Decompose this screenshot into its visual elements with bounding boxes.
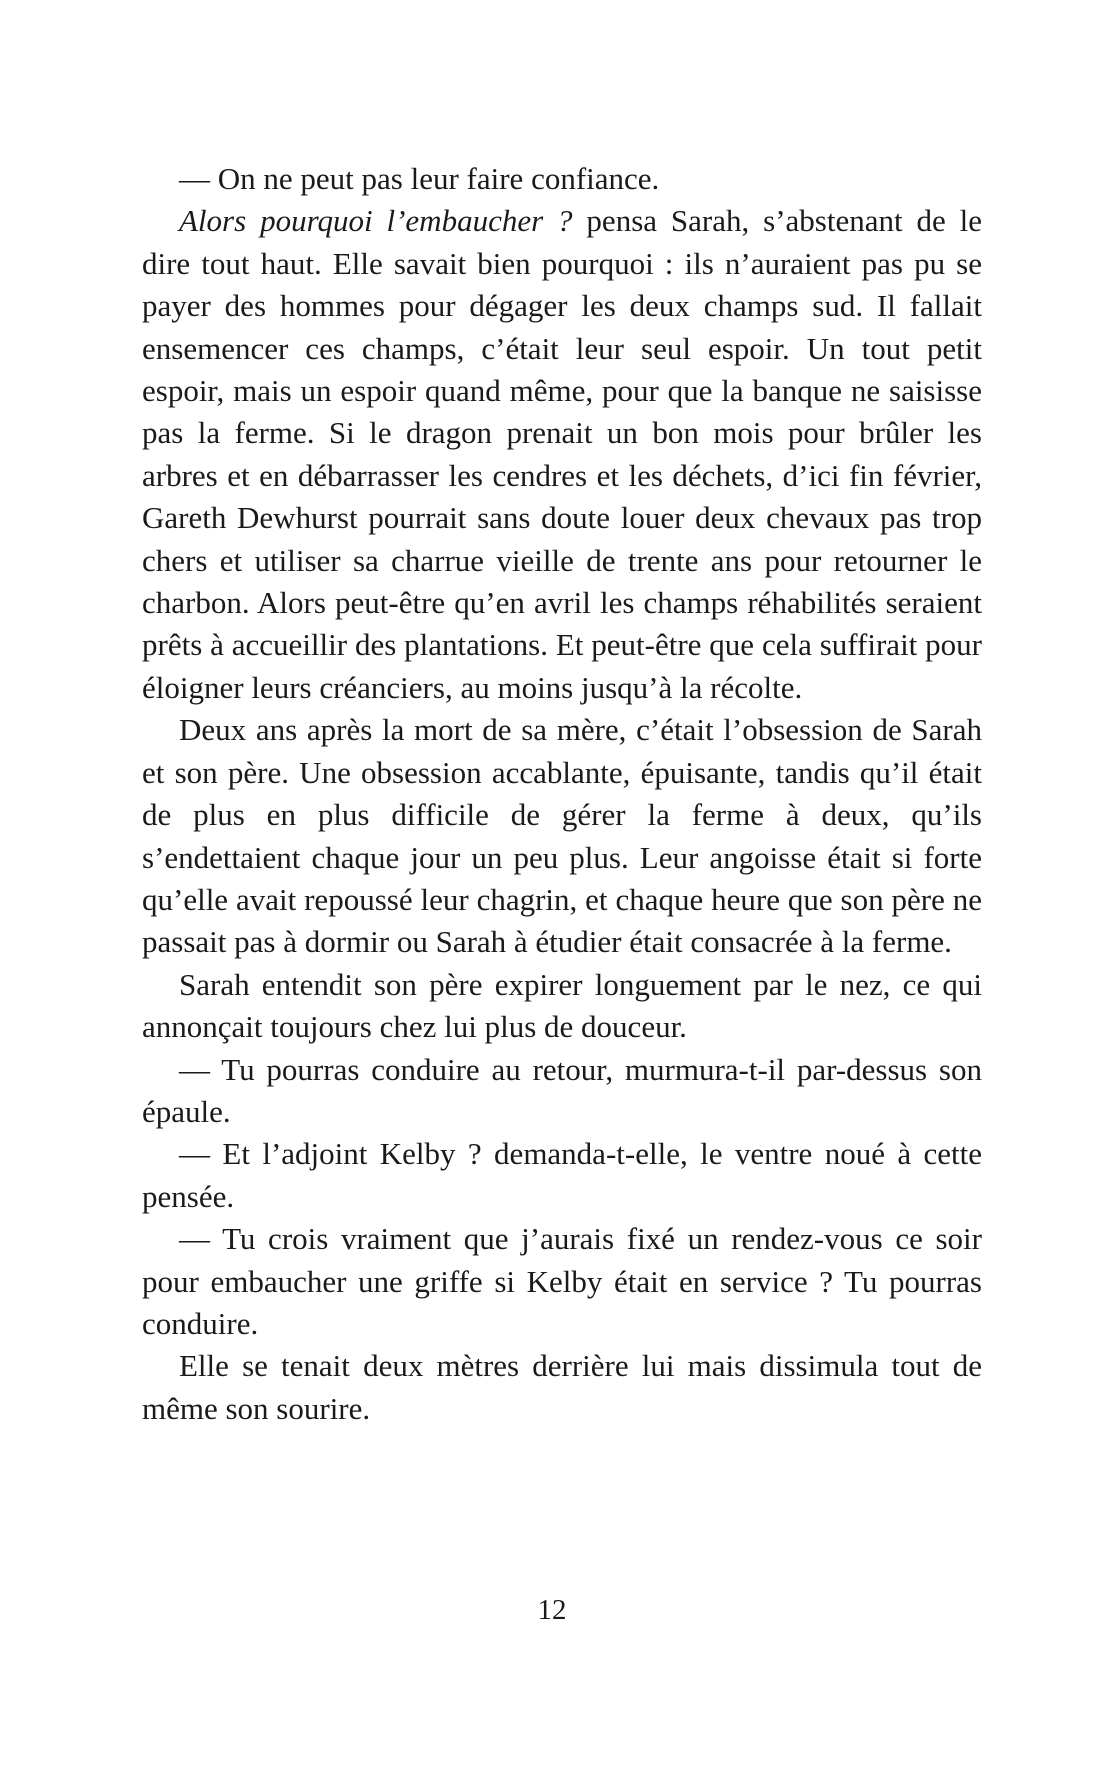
- dialogue-line: — Tu crois vraiment que j’aurais fixé un rendez-vous ce soir pour embaucher une griffe si Kelby était en service ? Tu pourras conduire.: [142, 1221, 982, 1341]
- dialogue-line: — Et l’adjoint Kelby ? demanda-t-elle, le ventre noué à cette pensée.: [142, 1136, 982, 1214]
- paragraph-6: [142, 1133, 982, 1218]
- narrative-text: Deux ans après la mort de sa mère, c’était l’obsession de Sarah et son père. Une obsession accablante, épuisante, tandis qu’il était de plus en plus difficile de gérer la ferme à deux, qu’ils s’endettaient chaque jour un peu plus. Leur angoisse était si forte qu’elle avait repoussé leur chagrin, et chaque heure que son père ne passait pas à dormir ou Sarah à étudier était consacrée à la ferme.: [142, 712, 982, 960]
- paragraph-1: [142, 158, 982, 200]
- paragraph-8: [142, 1345, 982, 1430]
- narrative-text: Elle se tenait deux mètres derrière lui mais dissimula tout de même son sourire.: [142, 1348, 982, 1426]
- dialogue-line: — Tu pourras conduire au retour, murmura-t-il par-dessus son épaule.: [142, 1051, 982, 1129]
- dialogue-line: — On ne peut pas leur faire confiance.: [179, 161, 660, 196]
- narrative-text: Sarah entendit son père expirer longuement par le nez, ce qui annonçait toujours chez lui plus de douceur.: [142, 966, 982, 1045]
- body-text: [142, 158, 982, 1430]
- italic-thought: Alors pourquoi l’embaucher ?: [179, 203, 573, 239]
- paragraph-5: [142, 1049, 982, 1134]
- paragraph-2: [142, 200, 982, 709]
- paragraph-4: [142, 964, 982, 1049]
- page-number: 12: [537, 1594, 567, 1626]
- paragraph-3: [142, 709, 982, 963]
- paragraph-7: [142, 1218, 982, 1345]
- narrative-text: pensa Sarah, s’abstenant de le dire tout haut. Elle savait bien pourquoi : ils n’auraient pas pu se payer des hommes pour dégager les deux champs sud. Il fallait ensemencer ces champs, c’était leur seul espoir. Un tout petit espoir, mais un espoir quand même, pour que la banque ne saisisse pas la ferme. Si le dragon prenait un bon mois pour brûler les arbres et en débarrasser les cendres et les déchets, d’ici fin février, Gareth Dewhurst pourrait sans doute louer deux chevaux pas trop chers et utiliser sa charrue vieille de trente ans pour retourner le charbon. Alors peut-être qu’en avril les champs réhabilités seraient prêts à accueillir des plantations. Et peut-être que cela suffirait pour éloigner leurs créanciers, au moins jusqu’à la récolte.: [142, 203, 982, 705]
